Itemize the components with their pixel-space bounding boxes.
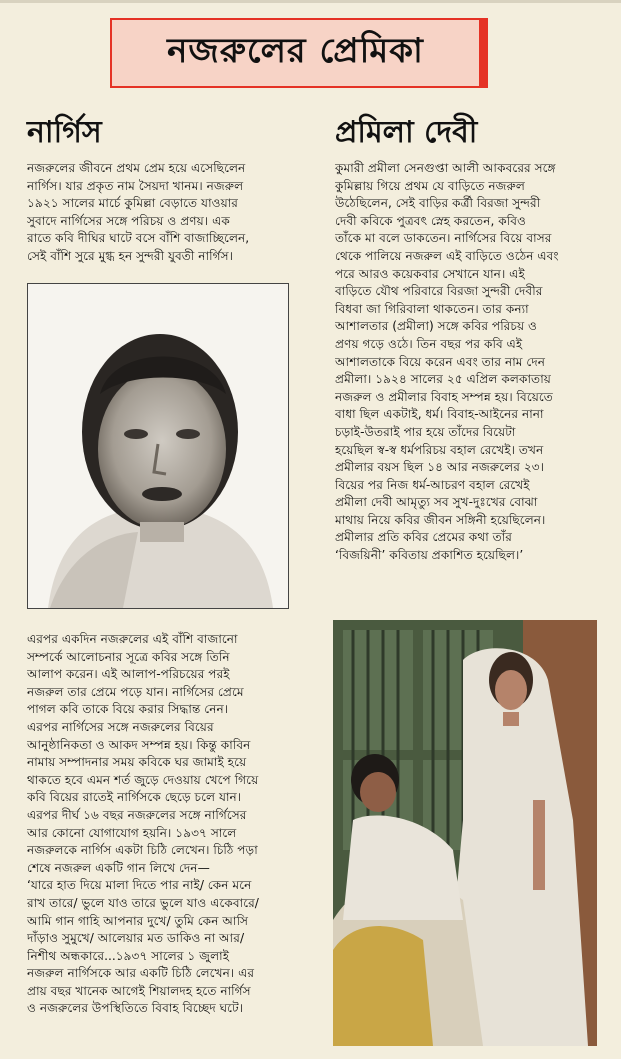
right-heading: প্রমিলা দেবী xyxy=(335,115,478,150)
pramila-nazrul-photo xyxy=(333,620,597,1046)
top-rule xyxy=(0,0,621,3)
left-paragraph-2: এরপর একদিন নজরুলের এই বাঁশি বাজানো সম্পর্কে আলোচনার সূত্রে কবির সঙ্গে তিনি আলাপ করেন। এই আলাপ-পরিচয়ের পরই নজরুল তার প্রেমে পড়ে যান। নার্গিসের প্রেমে পাগল কবি তাকে বিয়ে করার সিদ্ধান্ত নেন। এরপর নার্গিসের সঙ্গে নজরুলের বিয়ের আনুষ্ঠানিকতা ও আকদ সম্পন্ন হয়। কিন্তু কাবিন নামায় সম্পাদনার সময় কবিকে ঘর জামাই হয়ে থাকতে হবে এমন শর্ত জুড়ে দেওয়ায় খেপে গিয়ে কবি বিয়ের রাতেই নার্গিসকে ছেড়ে চলে যান। এরপর দীর্ঘ ১৬ বছর নজরুলের সঙ্গে নার্গিসের আর কোনো যোগাযোগ হয়নি। ১৯৩৭ সালে নজরুলকে নার্গিস একটা চিঠি লেখেন। চিঠি পড়া শেষে নজরুল একটি গান লিখে দেন— ‘যারে হাত দিয়ে মালা দিতে পার নাই/ কেন মনে রাখ তারে/ ভুলে যাও তারে ভুলে যাও একেবারে/ আমি গান গাহি আপনার দুখে/ তুমি কেন আসি দাঁড়াও সুমুখে/ আলেয়ার মত ডাকিও না আর/ নিশীথ অন্ধকারে...১৯৩৭ সালের ১ জুলাই নজরুল নার্গিসকে আর একটি চিঠি লেখেন। এর প্রায় বছর খানেক আগেই শিয়ালদহ হতে নার্গিস ও নজরুলের উপস্থিতিতে বিবাহ বিচ্ছেদ ঘটে। xyxy=(27,632,259,1016)
pramila-nazrul-image xyxy=(333,620,597,1046)
left-heading: নার্গিস xyxy=(27,115,102,150)
left-paragraph-1: নজরুলের জীবনে প্রথম প্রেম হয়ে এসেছিলেন নার্গিস। যার প্রকৃত নাম সৈয়দা খানম। নজরুল ১৯২১ সালের মার্চে কুমিল্লা বেড়াতে যাওয়ার সুবাদে নার্গিসের সঙ্গে পরিচয় ও প্রণয়। এক রাতে কবি দীঘির ঘাটে বসে বাঁশি বাজাচ্ছিলেন, সেই বাঁশি সুরে মুগ্ধ হন সুন্দরী যুবতী নার্গিস। xyxy=(27,161,250,263)
article-title-box xyxy=(110,18,488,88)
nargis-portrait-photo xyxy=(27,283,289,609)
article-title: নজরুলের প্রেমিকা xyxy=(167,30,424,71)
right-paragraph-1: কুমারী প্রমীলা সেনগুপ্তা আলী আকবরের সঙ্গে কুমিল্লায় গিয়ে প্রথম যে বাড়িতে নজরুল উঠেছিলেন, সেই বাড়ির কর্ত্রী বিরজা সুন্দরী দেবী কবিকে পুত্রবৎ স্নেহ করতেন, কবিও তাঁকে মা বলে ডাকতেন। নার্গিসের বিয়ে বাসর থেকে পালিয়ে নজরুল এই বাড়িতে ওঠেন এবং পরে আরও কয়েকবার সেখানে যান। এই বাড়িতে যৌথ পরিবারে বিরজা সুন্দরী দেবীর বিধবা জা গিরিবালা থাকতেন। তার কন্যা আশালতার (প্রমীলা) সঙ্গে কবির পরিচয় ও প্রণয় গড়ে ওঠে। তিন বছর পর কবি এই আশালতাকে বিয়ে করেন এবং তার নাম দেন প্রমীলা। ১৯২৪ সালের ২৫ এপ্রিল কলকাতায় নজরুল ও প্রমীলার বিবাহ সম্পন্ন হয়। বিয়েতে বাধা ছিল একটাই, ধর্ম। বিবাহ-আইনের নানা চড়াই-উতরাই পার হয়ে তাঁদের বিয়েটা হয়েছিল স্ব-স্ব ধর্মপরিচয় বহাল রেখেই। তখন প্রমীলার বয়স ছিল ১৪ আর নজরুলের ২৩। বিয়ের পর নিজ ধর্ম-আচরণ বহাল রেখেই প্রমীলা দেবী আমৃত্যু সব সুখ-দুঃখের বোঝা মাথায় নিয়ে কবির জীবন সঙ্গিনী হয়েছিলেন। প্রমীলার প্রতি কবির প্রেমের কথা তাঁর ‘বিজয়িনী’ কবিতায় প্রকাশিত হয়েছিল।’ xyxy=(335,161,559,563)
nargis-portrait-image xyxy=(28,284,288,608)
